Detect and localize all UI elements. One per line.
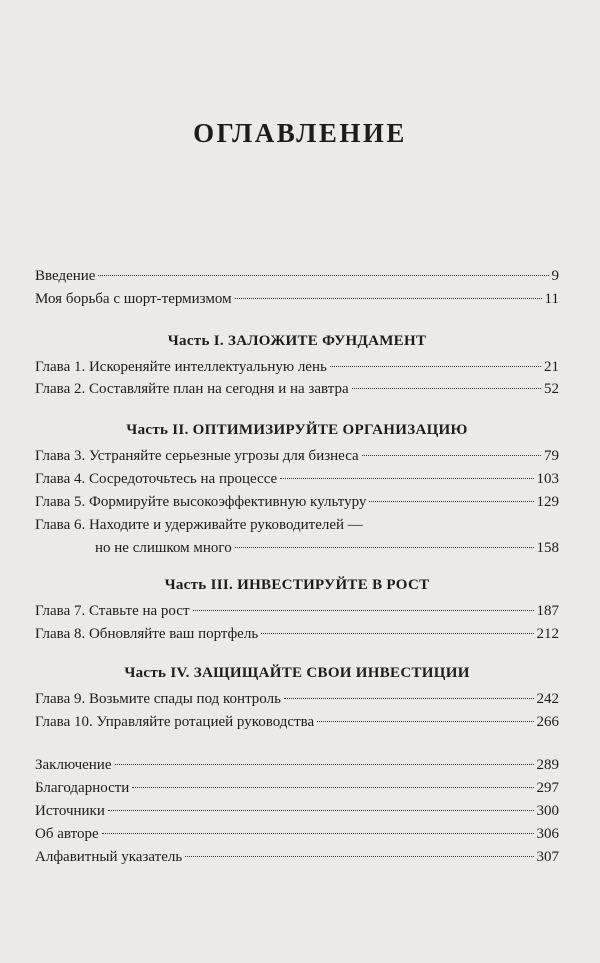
leader-dots [369, 501, 533, 502]
entry-page: 289 [536, 757, 559, 773]
entry-page: 52 [544, 381, 559, 397]
toc-entry-chapter-9[interactable] [35, 688, 559, 710]
entry-label: Источники [35, 803, 105, 819]
entry-label: Глава 4. Сосредоточьтесь на процессе [35, 471, 278, 487]
leader-dots [284, 698, 534, 699]
leader-dots [108, 810, 534, 811]
entry-page: 21 [544, 359, 559, 375]
entry-page: 212 [536, 626, 559, 642]
leader-dots [115, 764, 534, 765]
toc-entry-about-author[interactable] [35, 823, 559, 845]
toc-entry-chapter-6[interactable] [35, 537, 559, 559]
entry-label: Глава 9. Возьмите спады под контроль [35, 691, 281, 707]
entry-page: 297 [536, 780, 559, 796]
toc-entry-chapter-10[interactable] [35, 711, 559, 733]
leader-dots [235, 298, 542, 299]
toc-entry-chapter-7[interactable] [35, 600, 559, 622]
entry-label: Глава 7. Ставьте на рост [35, 603, 190, 619]
toc-entry-chapter-2[interactable] [35, 378, 559, 400]
toc-entry-chapter-3[interactable] [35, 445, 559, 467]
toc-entry-chapter-5[interactable] [35, 491, 559, 513]
entry-label: Моя борьба с шорт-термизмом [35, 291, 232, 307]
entry-label: Глава 5. Формируйте высокоэффективную культуру [35, 494, 367, 510]
entry-page: 242 [536, 691, 559, 707]
entry-label: Заключение [35, 757, 112, 773]
entry-page: 79 [544, 448, 559, 464]
toc-entry-chapter-4[interactable] [35, 468, 559, 490]
leader-dots [235, 547, 534, 548]
entry-page: 266 [536, 714, 559, 730]
entry-label: Глава 3. Устраняйте серьезные угрозы для бизнеса [35, 448, 359, 464]
entry-label: Глава 2. Составляйте план на сегодня и на завтра [35, 381, 349, 397]
leader-dots [280, 478, 533, 479]
page-title: ОГЛАВЛЕНИЕ [193, 118, 407, 148]
leader-dots [193, 610, 534, 611]
leader-dots [352, 388, 541, 389]
entry-label: Алфавитный указатель [35, 849, 183, 865]
leader-dots [98, 275, 548, 276]
toc-entry-chapter-6-line-1[interactable]: Глава 6. Находите и удерживайте руководителей — [35, 517, 363, 533]
toc-entry-sources[interactable] [35, 800, 559, 822]
entry-label: Введение [35, 268, 96, 284]
toc-entry-chapter-8[interactable] [35, 623, 559, 645]
leader-dots [261, 633, 533, 634]
entry-label: Глава 1. Искореняйте интеллектуальную лень [35, 359, 327, 375]
entry-page: 306 [536, 826, 559, 842]
part-heading-1: Часть I. ЗАЛОЖИТЕ ФУНДАМЕНТ [167, 333, 427, 349]
toc-entry-acknowledgements[interactable] [35, 777, 559, 799]
leader-dots [185, 856, 533, 857]
leader-dots [132, 787, 533, 788]
entry-page: 129 [536, 494, 559, 510]
toc-entry-introduction[interactable] [35, 265, 559, 287]
leader-dots [362, 455, 541, 456]
entry-page: 9 [551, 268, 559, 284]
part-heading-3: Часть III. ИНВЕСТИРУЙТЕ В РОСТ [164, 577, 430, 593]
leader-dots [102, 833, 534, 834]
entry-label: Глава 10. Управляйте ротацией руководства [35, 714, 315, 730]
entry-label: Глава 8. Обновляйте ваш портфель [35, 626, 259, 642]
part-heading-4: Часть IV. ЗАЩИЩАЙТЕ СВОИ ИНВЕСТИЦИИ [124, 665, 470, 681]
entry-page: 187 [536, 603, 559, 619]
entry-label: Благодарности [35, 780, 130, 796]
entry-page: 307 [536, 849, 559, 865]
entry-label: Об авторе [35, 826, 99, 842]
leader-dots [330, 366, 541, 367]
entry-page: 103 [536, 471, 559, 487]
toc-entry-chapter-1[interactable] [35, 356, 559, 378]
entry-label: но не слишком много [95, 540, 232, 556]
entry-page: 300 [536, 803, 559, 819]
toc-entry-conclusion[interactable] [35, 754, 559, 776]
leader-dots [317, 721, 533, 722]
entry-page: 11 [544, 291, 559, 307]
entry-page: 158 [536, 540, 559, 556]
part-heading-2: Часть II. ОПТИМИЗИРУЙТЕ ОРГАНИЗАЦИЮ [126, 422, 468, 438]
toc-entry-short-termism[interactable] [35, 288, 559, 310]
toc-entry-index[interactable] [35, 846, 559, 868]
